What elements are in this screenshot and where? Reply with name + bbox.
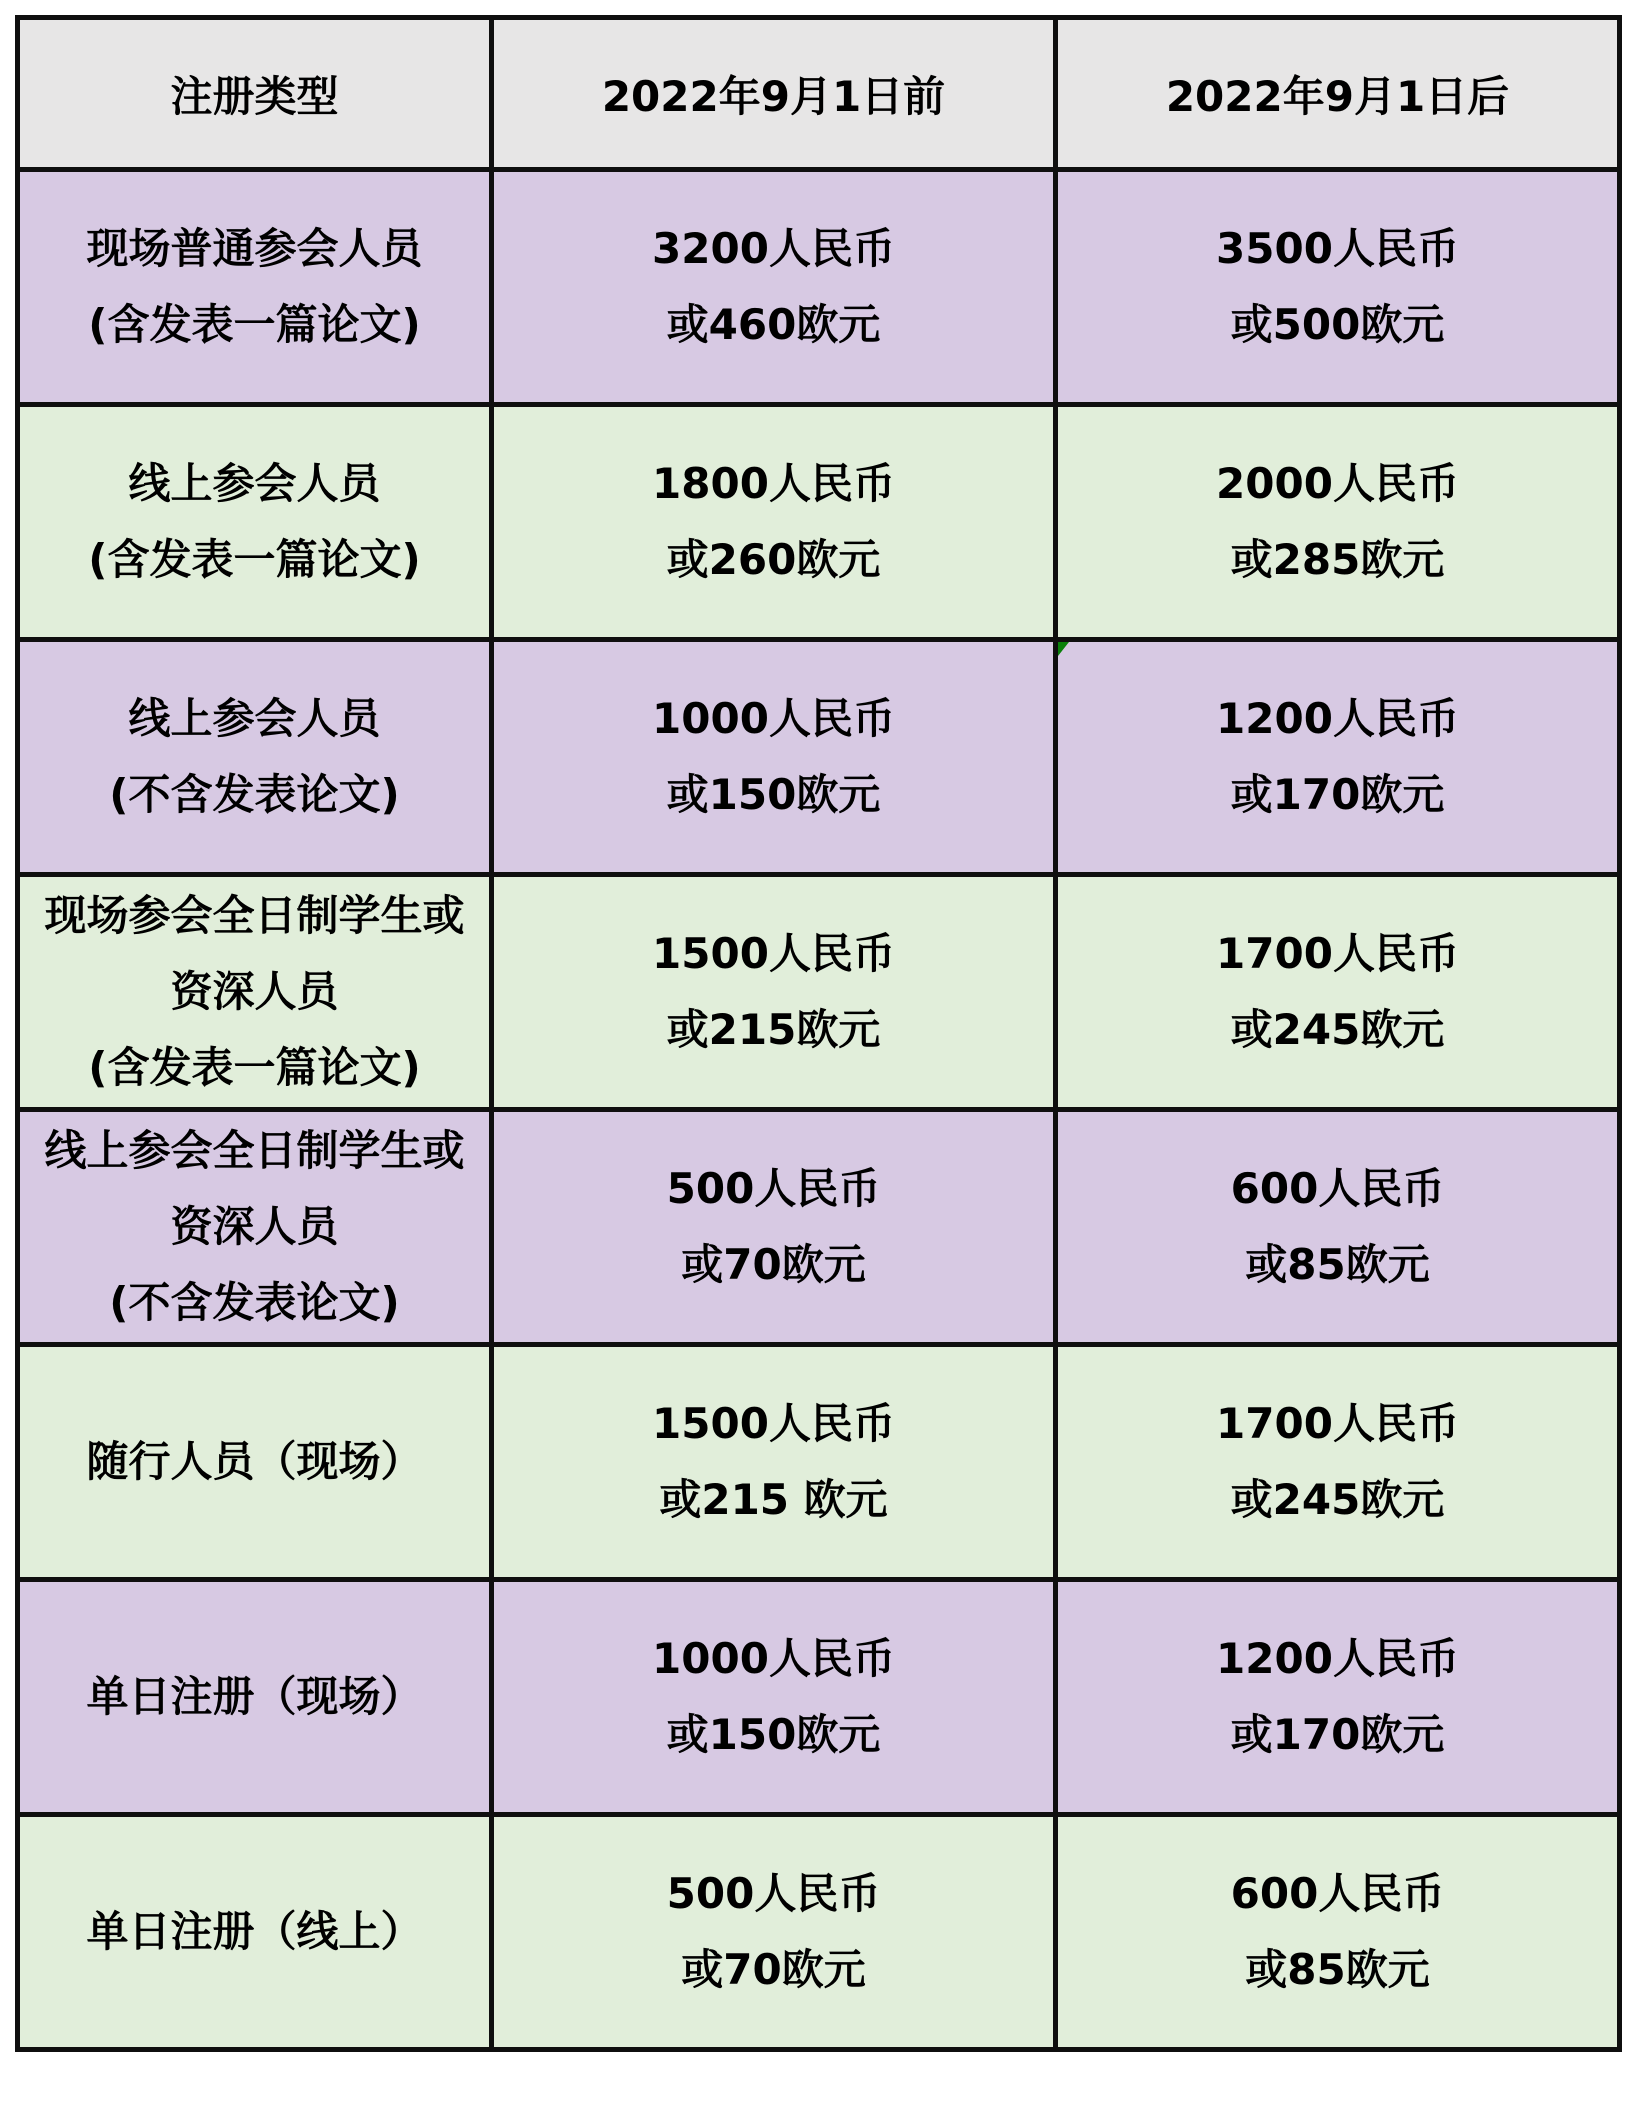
registration-type-cell — [18, 405, 492, 640]
registration-type-cell — [18, 1345, 492, 1580]
cell-line: 线上参会人员 — [128, 694, 381, 743]
cell-line: 单日注册（现场） — [86, 1672, 423, 1721]
registration-type-cell — [18, 1580, 492, 1815]
cell-line: 500人民币 — [666, 1869, 881, 1918]
table-row — [18, 875, 1620, 1110]
cell-line: 2000人民币 — [1216, 459, 1459, 508]
cell-line: 1500人民币 — [652, 1399, 895, 1448]
cell-line: 600人民币 — [1230, 1164, 1445, 1213]
price-before-cell — [492, 405, 1056, 640]
table-row — [18, 640, 1620, 875]
header-cell-registration-type: 注册类型 — [18, 18, 492, 170]
cell-line: 或70欧元 — [681, 1945, 866, 1994]
cell-line: 单日注册（线上） — [86, 1907, 423, 1956]
cell-line: (不含发表论文) — [109, 1278, 400, 1327]
registration-type-cell — [18, 1815, 492, 2050]
cell-line: 1000人民币 — [652, 1634, 895, 1683]
registration-type-cell — [18, 170, 492, 405]
price-before-cell — [492, 640, 1056, 875]
price-after-cell — [1056, 170, 1620, 405]
cell-line: 或85欧元 — [1245, 1240, 1430, 1289]
cell-line: 或460欧元 — [666, 300, 881, 349]
cell-line: 600人民币 — [1230, 1869, 1445, 1918]
cell-line: 资深人员 — [170, 967, 339, 1016]
cell-line: 或285欧元 — [1230, 535, 1445, 584]
price-after-cell — [1056, 1345, 1620, 1580]
cell-line: 或500欧元 — [1230, 300, 1445, 349]
header-cell-after-date: 2022年9月1日后 — [1056, 18, 1620, 170]
table-row — [18, 405, 1620, 640]
cell-line: 或170欧元 — [1230, 1710, 1445, 1759]
cell-line: 现场普通参会人员 — [86, 224, 423, 273]
price-after-cell — [1056, 405, 1620, 640]
comment-marker-triangle — [1058, 642, 1069, 656]
price-after-cell — [1056, 1110, 1620, 1345]
cell-line: 随行人员（现场） — [86, 1437, 423, 1486]
cell-line: 或150欧元 — [666, 1710, 881, 1759]
cell-line: (含发表一篇论文) — [88, 535, 421, 584]
cell-line: 1200人民币 — [1216, 694, 1459, 743]
cell-line: 或215欧元 — [666, 1005, 881, 1054]
cell-line: 1200人民币 — [1216, 1634, 1459, 1683]
cell-line: 或215 欧元 — [659, 1475, 888, 1524]
registration-type-cell — [18, 640, 492, 875]
registration-type-cell — [18, 875, 492, 1110]
cell-line: 或170欧元 — [1230, 770, 1445, 819]
price-before-cell — [492, 1345, 1056, 1580]
price-before-cell — [492, 1815, 1056, 2050]
price-after-cell — [1056, 1815, 1620, 2050]
cell-line: 1000人民币 — [652, 694, 895, 743]
registration-type-cell — [18, 1110, 492, 1345]
price-before-cell — [492, 875, 1056, 1110]
cell-line: 或70欧元 — [681, 1240, 866, 1289]
table-row — [18, 1815, 1620, 2050]
cell-line: 1800人民币 — [652, 459, 895, 508]
cell-line: 或245欧元 — [1230, 1475, 1445, 1524]
cell-line: 或260欧元 — [666, 535, 881, 584]
cell-line: (含发表一篇论文) — [88, 300, 421, 349]
table-row — [18, 1345, 1620, 1580]
table-row — [18, 1580, 1620, 1815]
cell-line: 或150欧元 — [666, 770, 881, 819]
price-before-cell — [492, 170, 1056, 405]
cell-line: 线上参会人员 — [128, 459, 381, 508]
price-before-cell — [492, 1110, 1056, 1345]
cell-line: 线上参会全日制学生或 — [44, 1126, 465, 1175]
cell-line: 1500人民币 — [652, 929, 895, 978]
cell-line: 或85欧元 — [1245, 1945, 1430, 1994]
cell-line: 现场参会全日制学生或 — [44, 891, 465, 940]
cell-line: 1700人民币 — [1216, 929, 1459, 978]
cell-line: 资深人员 — [170, 1202, 339, 1251]
price-after-cell — [1056, 1580, 1620, 1815]
price-after-cell — [1056, 875, 1620, 1110]
registration-fee-table — [15, 15, 1622, 2052]
cell-line: 或245欧元 — [1230, 1005, 1445, 1054]
price-after-cell — [1056, 640, 1620, 875]
cell-line: 3200人民币 — [652, 224, 895, 273]
cell-line: 1700人民币 — [1216, 1399, 1459, 1448]
cell-line: 3500人民币 — [1216, 224, 1459, 273]
header-cell-before-date: 2022年9月1日前 — [492, 18, 1056, 170]
cell-line: (不含发表论文) — [109, 770, 400, 819]
cell-line: 500人民币 — [666, 1164, 881, 1213]
price-before-cell — [492, 1580, 1056, 1815]
cell-line: (含发表一篇论文) — [88, 1043, 421, 1092]
table-row — [18, 170, 1620, 405]
header-row — [18, 18, 1620, 170]
table-row — [18, 1110, 1620, 1345]
